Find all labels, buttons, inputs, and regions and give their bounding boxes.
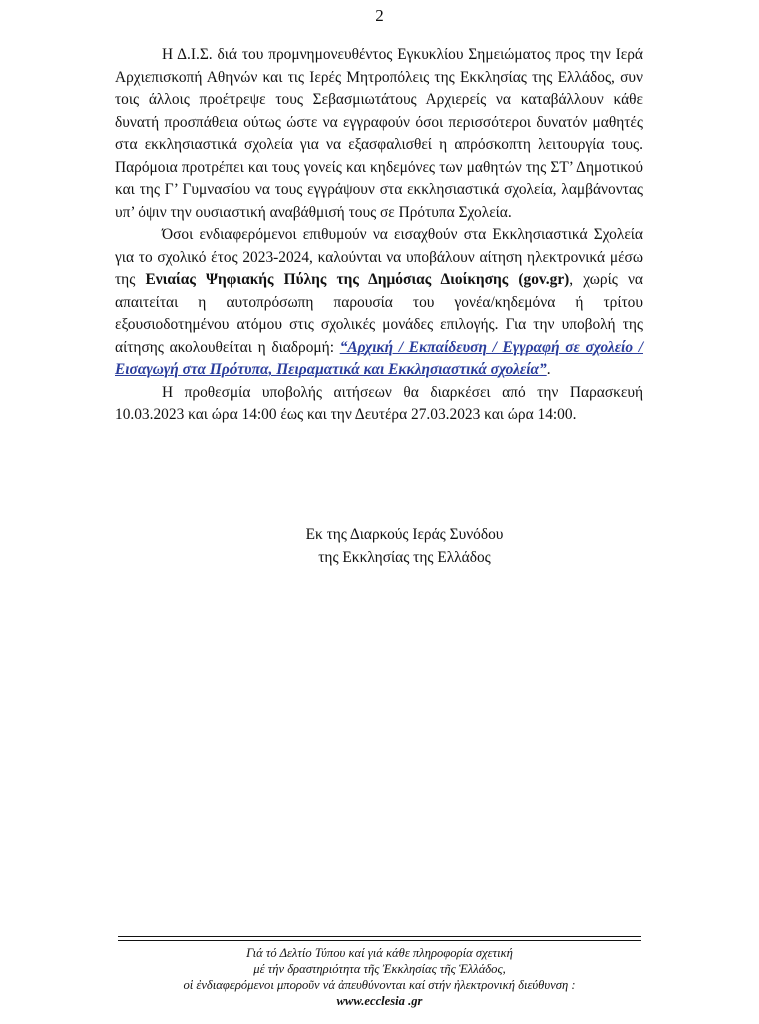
footer-line-3: οἱ ἐνδιαφερόμενοι μποροῦν νά ἀπευθύνονται καί στήν ἠλεκτρονική διεύθυνση : [183,978,576,992]
paragraph-deadline: Η προθεσμία υποβολής αιτήσεων θα διαρκέσει από την Παρασκευή 10.03.2023 και ώρα 14:00 έως και την Δευτέρα 27.03.2023 και ώρα 14:00. [115,383,643,423]
paragraph-dis-circular: Η Δ.Ι.Σ. διά του προμνημονευθέντος Εγκυκλίου Σημειώματος προς την Ιερά Αρχιεπισκοπή Αθηνών και τις Ιερές Μητροπόλεις της Εκκλησίας της Ελλάδος, συν τοις άλλοις προέτρεψε τους Σεβασμιωτάτους Αρχιερείς να καταβάλλουν κάθε δυνατή προσπάθεια ούτως ώστε να εγγραφούν όσοι περισσότεροι δυνατόν μαθητές στα εκκλησιαστικά σχολεία για να εξασφαλισθεί η απρόσκοπτη λειτουργία τους. Παρόμοια προτρέπει και τους γονείς και κηδεμόνες των μαθητών της ΣΤ’ Δημοτικού και της Γ’ Γυμνασίου να τους εγγράψουν στα εκκλησιαστικά σχολεία, λαμβάνοντας υπ’ όψιν την ουσιαστική αναβάθμισή τους σε Πρότυπα Σχολεία. [115,46,643,221]
signature-block [0,524,759,569]
application-text-details: , χωρίς να απαιτείται η αυτοπρόσωπη παρουσία του γονέα/κηδεμόνα ή τρίτου εξουσιοδοτημένου ατόμου στις σχολικές μονάδες επιλογής. Για την υποβολή της αίτησης ακολουθείται η διαδρομή: [115,271,643,356]
footer-line-1: Γιά τό Δελτίο Τύπου καί γιά κάθε πληροφορία σχετική [246,946,513,960]
page-number: 2 [375,6,384,25]
footer-website-url: www.ecclesia .gr [336,994,423,1008]
signature-line-2: της Εκκλησίας της Ελλάδος [318,548,491,566]
paragraph-application-instructions [115,224,643,382]
footer-divider-thick [118,936,641,937]
govgr-path-link[interactable]: “Αρχική / Εκπαίδευση / Εγγραφή σε σχολείο / Εισαγωγή στα Πρότυπα, Πειραματικά και Εκκλησιαστικά σχολεία” [115,338,643,378]
application-text-intro: Όσοι ενδιαφερόμενοι επιθυμούν να εισαχθούν στα Εκκλησιαστικά Σχολεία για το σχολικό έτος 2023-2024, καλούνται να υποβάλουν αίτηση ηλεκτρονικά μέσω της [115,226,643,288]
footer-line-2: μέ τήν δραστηριότητα τῆς Ἐκκλησίας τῆς Ἑλλάδος, [253,962,506,976]
signature-line-1: Εκ της Διαρκούς Ιεράς Συνόδου [305,526,504,543]
link-end-punctuation: . [546,361,551,378]
footer [0,945,759,1009]
govgr-portal-name: Ενιαίας Ψηφιακής Πύλης της Δημόσιας Διοίκησης (gov.gr) [145,271,570,288]
document-body [115,44,643,427]
footer-divider-thin [118,940,641,941]
